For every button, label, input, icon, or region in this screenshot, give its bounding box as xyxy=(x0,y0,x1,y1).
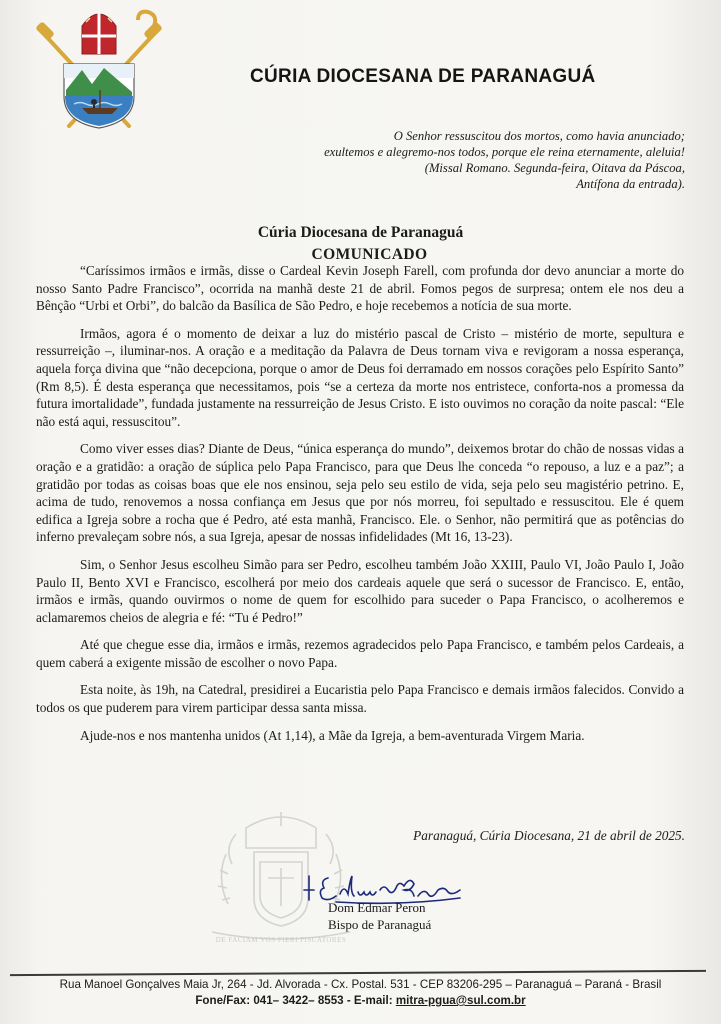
phone-label: Fone/Fax: xyxy=(195,994,251,1007)
signer-block xyxy=(328,899,431,933)
epigraph-line: exultemos e alegremo-nos todos, porque ele reina eternamente, aleluia! xyxy=(324,145,685,159)
contact-separator: - xyxy=(343,994,354,1007)
heading-title: COMUNICADO xyxy=(311,246,428,263)
signer-role: Bispo de Paranaguá xyxy=(328,917,432,932)
body-paragraph: Como viver esses dias? Diante de Deus, “única esperança do mundo”, deixemos brotar do chão de nossas vidas a oração e a gratidão: a oração de súplica pelo Papa Francisco, para que Deus lhe conceda “o repouso, a luz e a paz”; a gratidão por todas as coisas boas que ele nos ensinou, seja pelo seu estilo de vida, seja pelo seu magistério petrino. E, acima de tudo, renovemos a nossa confiança em Jesus que por nós morreu, foi sepultado e ressuscitou. Ele é quem edifica a Igreja sobre a rocha que é Pedro, até esta manhã, Francisco. Ele. o Senhor, não permitirá que as potências do inferno prevaleçam sobre nós, a sua Igreja, apesar de nossas infidelidades (Mt 16, 13-23). xyxy=(36,441,684,545)
body-paragraph: Irmãos, agora é o momento de deixar a luz do mistério pascal de Cristo – mistério de morte, sepultura e ressurreição –, iluminar-nos. A oração e a meditação da Palavra de Deus tornam viva e revigoram a nossa esperança, aquela força divina que “não decepciona, porque o amor de Deus foi derramado em nossos corações pelo Espírito Santo” (Rm 8,5). É desta esperança que necessitamos, pois “se a certeza da morte nos entristece, conforta-nos a promessa da futura imortalidade”, fundada justamente na ressurreição de Jesus Cristo. E isto ouvimos no coração da noite pascal: “Ele não está aqui, ressuscitou”. xyxy=(36,325,684,429)
epigraph-citation: (Missal Romano. Segunda-feira, Oitava da Páscoa, xyxy=(424,161,685,175)
body-paragraph: Sim, o Senhor Jesus escolheu Simão para ser Pedro, escolheu também João XXIII, Paulo VI, João Paulo I, João Paulo II, Bento XVI e Francisco, escolherá por meio dos cardeais aquele que será o sucessor de Francisco. E, então, irmãos e irmãs, quando ouvirmos o nome de quem for escolhido para suceder o Papa Francisco, o acolheremos e aclamaremos cheios de alegria e fé: “Tu é Pedro!” xyxy=(36,556,684,625)
body-paragraph: Esta noite, às 19h, na Catedral, presidirei a Eucaristia pelo Papa Francisco e demais irmãos falecidos. Convido a todos os que puderem para virem participar dessa santa missa. xyxy=(36,682,684,716)
epigraph xyxy=(225,128,685,192)
email-link[interactable]: mitra-pgua@sul.com.br xyxy=(395,994,526,1007)
body-paragraph: “Caríssimos irmãos e irmãs, disse o Cardeal Kevin Joseph Farell, com profunda dor devo anunciar a morte do nosso Santo Padre Francisco”, ocorrida na manhã deste 21 de abril. Fomos pegos de surpresa; ontem ele nos deu a Bênção “Urbi et Orbi”, do balcão da Basílica de São Pedro, e hoje recebemos a notícia de sua morte. xyxy=(36,263,684,314)
body-paragraph: Até que chegue esse dia, irmãos e irmãs, rezemos agradecidos pelo Papa Francisco, e também pelos Cardeais, a quem caberá a exigente missão de escolher o novo Papa. xyxy=(36,637,684,670)
seal-motto: DE FACIAM VOS FIERI PISCATORES xyxy=(215,936,347,944)
footer-contact xyxy=(0,994,721,1007)
communique-body xyxy=(36,262,684,754)
place-and-date: Paranaguá, Cúria Diocesana, 21 de abril de 2025. xyxy=(413,828,685,843)
document-heading xyxy=(0,222,721,266)
footer-address: Rua Manoel Gonçalves Maia Jr, 264 - Jd. Alvorada - Cx. Postal. 531 - CEP 83206-295 – Paranaguá – Paraná - Brasil xyxy=(59,978,662,991)
heading-issuer: Cúria Diocesana de Paranaguá xyxy=(257,224,464,241)
coat-of-arms-icon xyxy=(34,4,164,134)
phone-number: 041– 3422– 8553 xyxy=(253,994,344,1007)
email-label: E-mail: xyxy=(353,994,393,1007)
epigraph-citation: Antífona da entrada). xyxy=(576,177,685,191)
header-title: CÚRIA DIOCESANA DE PARANAGUÁ xyxy=(250,66,596,87)
body-paragraph: Ajude-nos e nos mantenha unidos (At 1,14), a Mãe da Igreja, a bem-aventurada Virgem Maria. xyxy=(80,727,585,743)
footer-divider xyxy=(10,970,706,976)
epigraph-line: O Senhor ressuscitou dos mortos, como havia anunciado; xyxy=(393,129,685,143)
signer-name: Dom Edmar Peron xyxy=(328,900,426,915)
